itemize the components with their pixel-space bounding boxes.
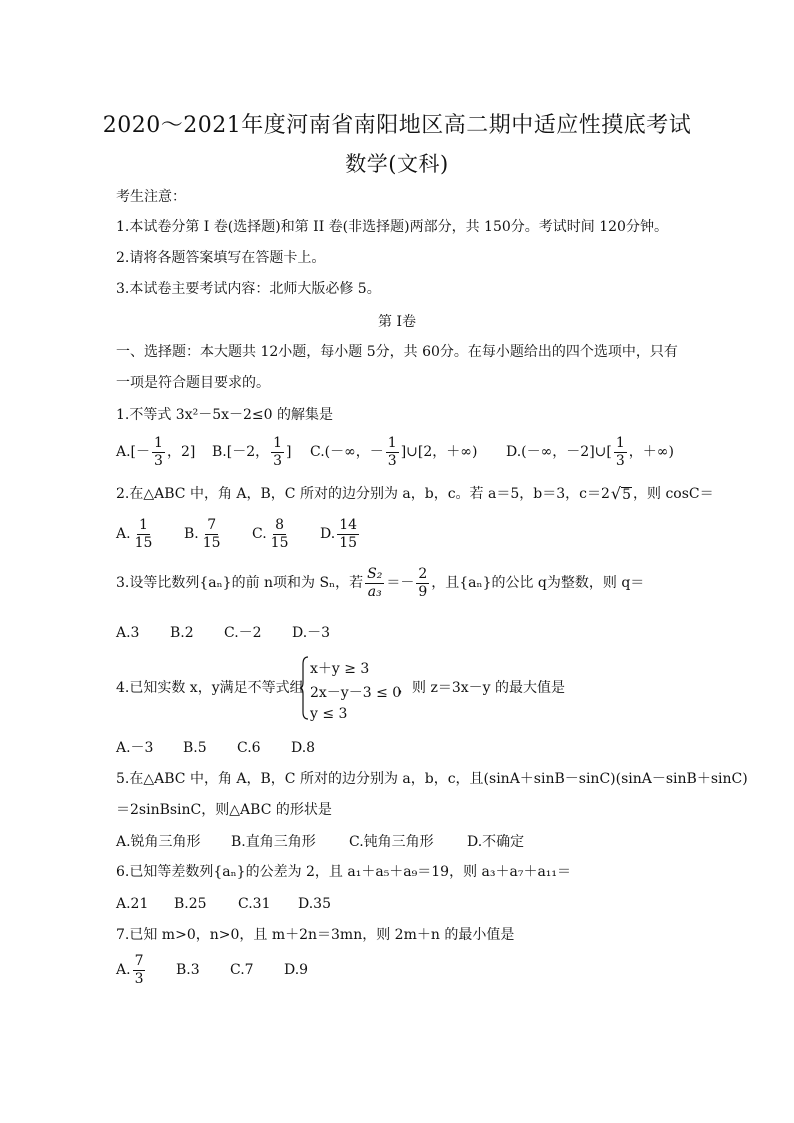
q4-constraint-2: 2x－y－3 ≤ 0	[310, 685, 402, 701]
left-brace	[300, 656, 310, 720]
q6-stem: 6.已知等差数列{aₙ}的公差为 2，且 a₁＋a₅＋a₉＝19，则 a₃＋a₇＋a₁₁＝	[116, 864, 572, 880]
q1-option-a: A.[－ $\frac{1}{3}$ ，2]	[116, 434, 196, 469]
q4-option-c: C.6	[237, 740, 261, 756]
q5-option-d: D.不确定	[467, 834, 525, 850]
q1-option-c: C.(－∞，－ $\frac{1}{3}$ ]∪[2，＋∞)	[310, 434, 478, 469]
q4-options	[116, 741, 315, 755]
q2-stem: 2.在△ABC 中，角 A，B，C 所对的边分别为 a，b，c。若 a＝5，b＝3，c＝2 √ 5 ，则 cosC＝	[116, 484, 714, 503]
q2-option-c: C. $\frac{8}{15}$	[252, 516, 289, 551]
q7-option-a: A. $\frac{7}{3}$	[116, 952, 144, 987]
q2-option-d: D. $\frac{14}{15}$	[320, 516, 358, 551]
section-instruction-line-2: 一项是符合题目要求的。	[116, 375, 270, 391]
q4-constraint-1: x＋y ≥ 3	[310, 661, 370, 677]
q3-stem: 3.设等比数列{aₙ}的前 n项和为 Sₙ，若 $\frac{\text{S₂}}{\text{a₃}}$ ＝－ $\frac{2}{9}$ ，且{aₙ}的公比 q为整数，则 q＝	[116, 565, 645, 600]
q2-option-b: B. $\frac{7}{15}$	[184, 516, 221, 551]
q6-option-d: D.35	[298, 896, 331, 912]
exam-subtitle: 数学(文科)	[345, 152, 449, 176]
q4-option-d: D.8	[291, 740, 316, 756]
q3-option-c: C.－2	[224, 625, 262, 641]
q5-stem-line-2: ＝2sinBsinC，则△ABC 的形状是	[116, 802, 332, 818]
q5-option-b: B.直角三角形	[231, 834, 316, 850]
q7-stem: 7.已知 m>0，n>0，且 m＋2n＝3mn，则 2m＋n 的最小值是	[116, 927, 515, 943]
q7-option-b: B.3	[176, 962, 200, 978]
section-instruction-line-1: 一、选择题：本大题共 12小题，每小题 5分，共 60分。在每小题给出的四个选项中，只有	[116, 344, 678, 360]
q3-option-d: D.－3	[292, 625, 331, 641]
volume-heading: 第 I卷	[378, 314, 416, 330]
q1-option-b: B.[－2， $\frac{1}{3}$ ]	[212, 434, 292, 469]
exam-title: 2020～2021年度河南省南阳地区高二期中适应性摸底考试	[102, 113, 692, 138]
q7-option-d: D.9	[284, 962, 309, 978]
q2-options	[116, 514, 361, 554]
notice-item-2: 2.请将各题答案填写在答题卡上。	[116, 250, 326, 266]
q4-constraint-3: y ≤ 3	[310, 706, 348, 722]
q1-options	[116, 434, 674, 470]
q3-option-a: A.3	[116, 625, 140, 641]
q5-stem-line-1: 5.在△ABC 中，角 A，B，C 所对的边分别为 a，b，c，且(sinA＋sinB－sinC)(sinA－sinB＋sinC)	[116, 771, 748, 787]
q2-option-a: A. $\frac{1}{15}$	[116, 516, 153, 551]
q4-option-b: B.5	[183, 740, 207, 756]
q6-option-c: C.31	[238, 896, 271, 912]
notice-heading: 考生注意：	[116, 189, 186, 205]
q7-options	[116, 950, 308, 990]
q7-option-c: C.7	[230, 962, 254, 978]
q5-option-c: C.钝角三角形	[349, 834, 434, 850]
q1-stem: 1.不等式 3x²－5x－2≤0 的解集是	[116, 407, 334, 423]
q4-option-a: A.－3	[116, 740, 154, 756]
q5-options	[116, 835, 524, 849]
q5-option-a: A.锐角三角形	[116, 834, 201, 850]
q4-stem-suffix: ，则 z＝3x－y 的最大值是	[398, 680, 565, 696]
q3-options	[116, 626, 330, 640]
q4-stem-prefix: 4.已知实数 x，y满足不等式组	[116, 680, 304, 696]
q6-options	[116, 897, 331, 911]
sqrt-symbol: √ 5	[610, 484, 631, 503]
notice-item-1: 1.本试卷分第 I 卷(选择题)和第 II 卷(非选择题)两部分，共 150分。考试时间 120分钟。	[116, 219, 668, 235]
q1-option-d: D.(－∞，－2]∪[ $\frac{1}{3}$ ，＋∞)	[506, 434, 674, 469]
q6-option-a: A.21	[116, 896, 149, 912]
q6-option-b: B.25	[174, 896, 207, 912]
notice-item-3: 3.本试卷主要考试内容：北师大版必修 5。	[116, 281, 381, 297]
q3-option-b: B.2	[170, 625, 194, 641]
